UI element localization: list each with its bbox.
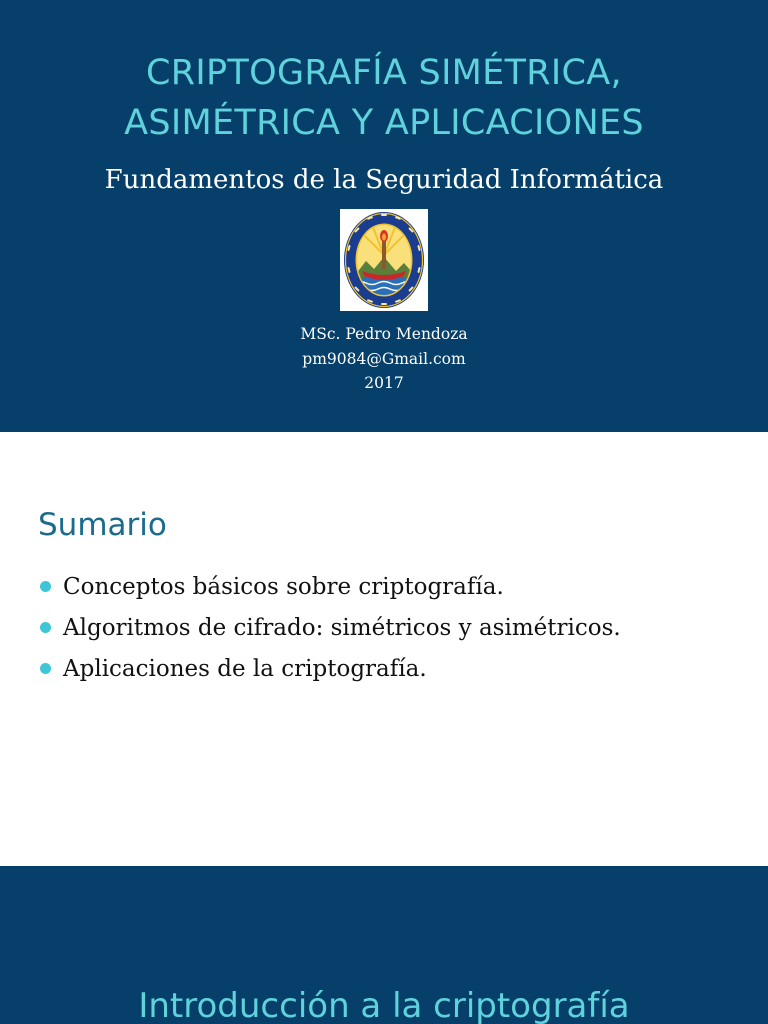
author-block (0, 322, 768, 396)
author-email: pm9084@Gmail.com (302, 349, 466, 368)
bullet-icon (40, 622, 51, 633)
summary-slide (0, 432, 768, 866)
intro-title: Introducción a la criptografía (138, 986, 630, 1024)
summary-item-text: Algoritmos de cifrado: simétricos y asimétricos. (63, 615, 621, 641)
university-seal-icon (340, 209, 428, 311)
bullet-icon (40, 663, 51, 674)
presentation-subtitle: Fundamentos de la Seguridad Informática (104, 165, 664, 195)
university-logo (340, 209, 428, 311)
intro-slide (0, 866, 768, 1024)
title-line-1: CRIPTOGRAFÍA SIMÉTRICA, (146, 53, 622, 93)
author-name: MSc. Pedro Mendoza (300, 325, 468, 343)
title-slide (0, 0, 768, 432)
presentation-title (0, 48, 768, 148)
bullet-icon (40, 581, 51, 592)
presentation-year: 2017 (364, 374, 404, 392)
summary-item-text: Conceptos básicos sobre criptografía. (63, 574, 504, 600)
summary-item-text: Aplicaciones de la criptografía. (63, 656, 427, 682)
summary-heading: Sumario (38, 507, 167, 543)
title-line-2: ASIMÉTRICA Y APLICACIONES (124, 103, 644, 143)
